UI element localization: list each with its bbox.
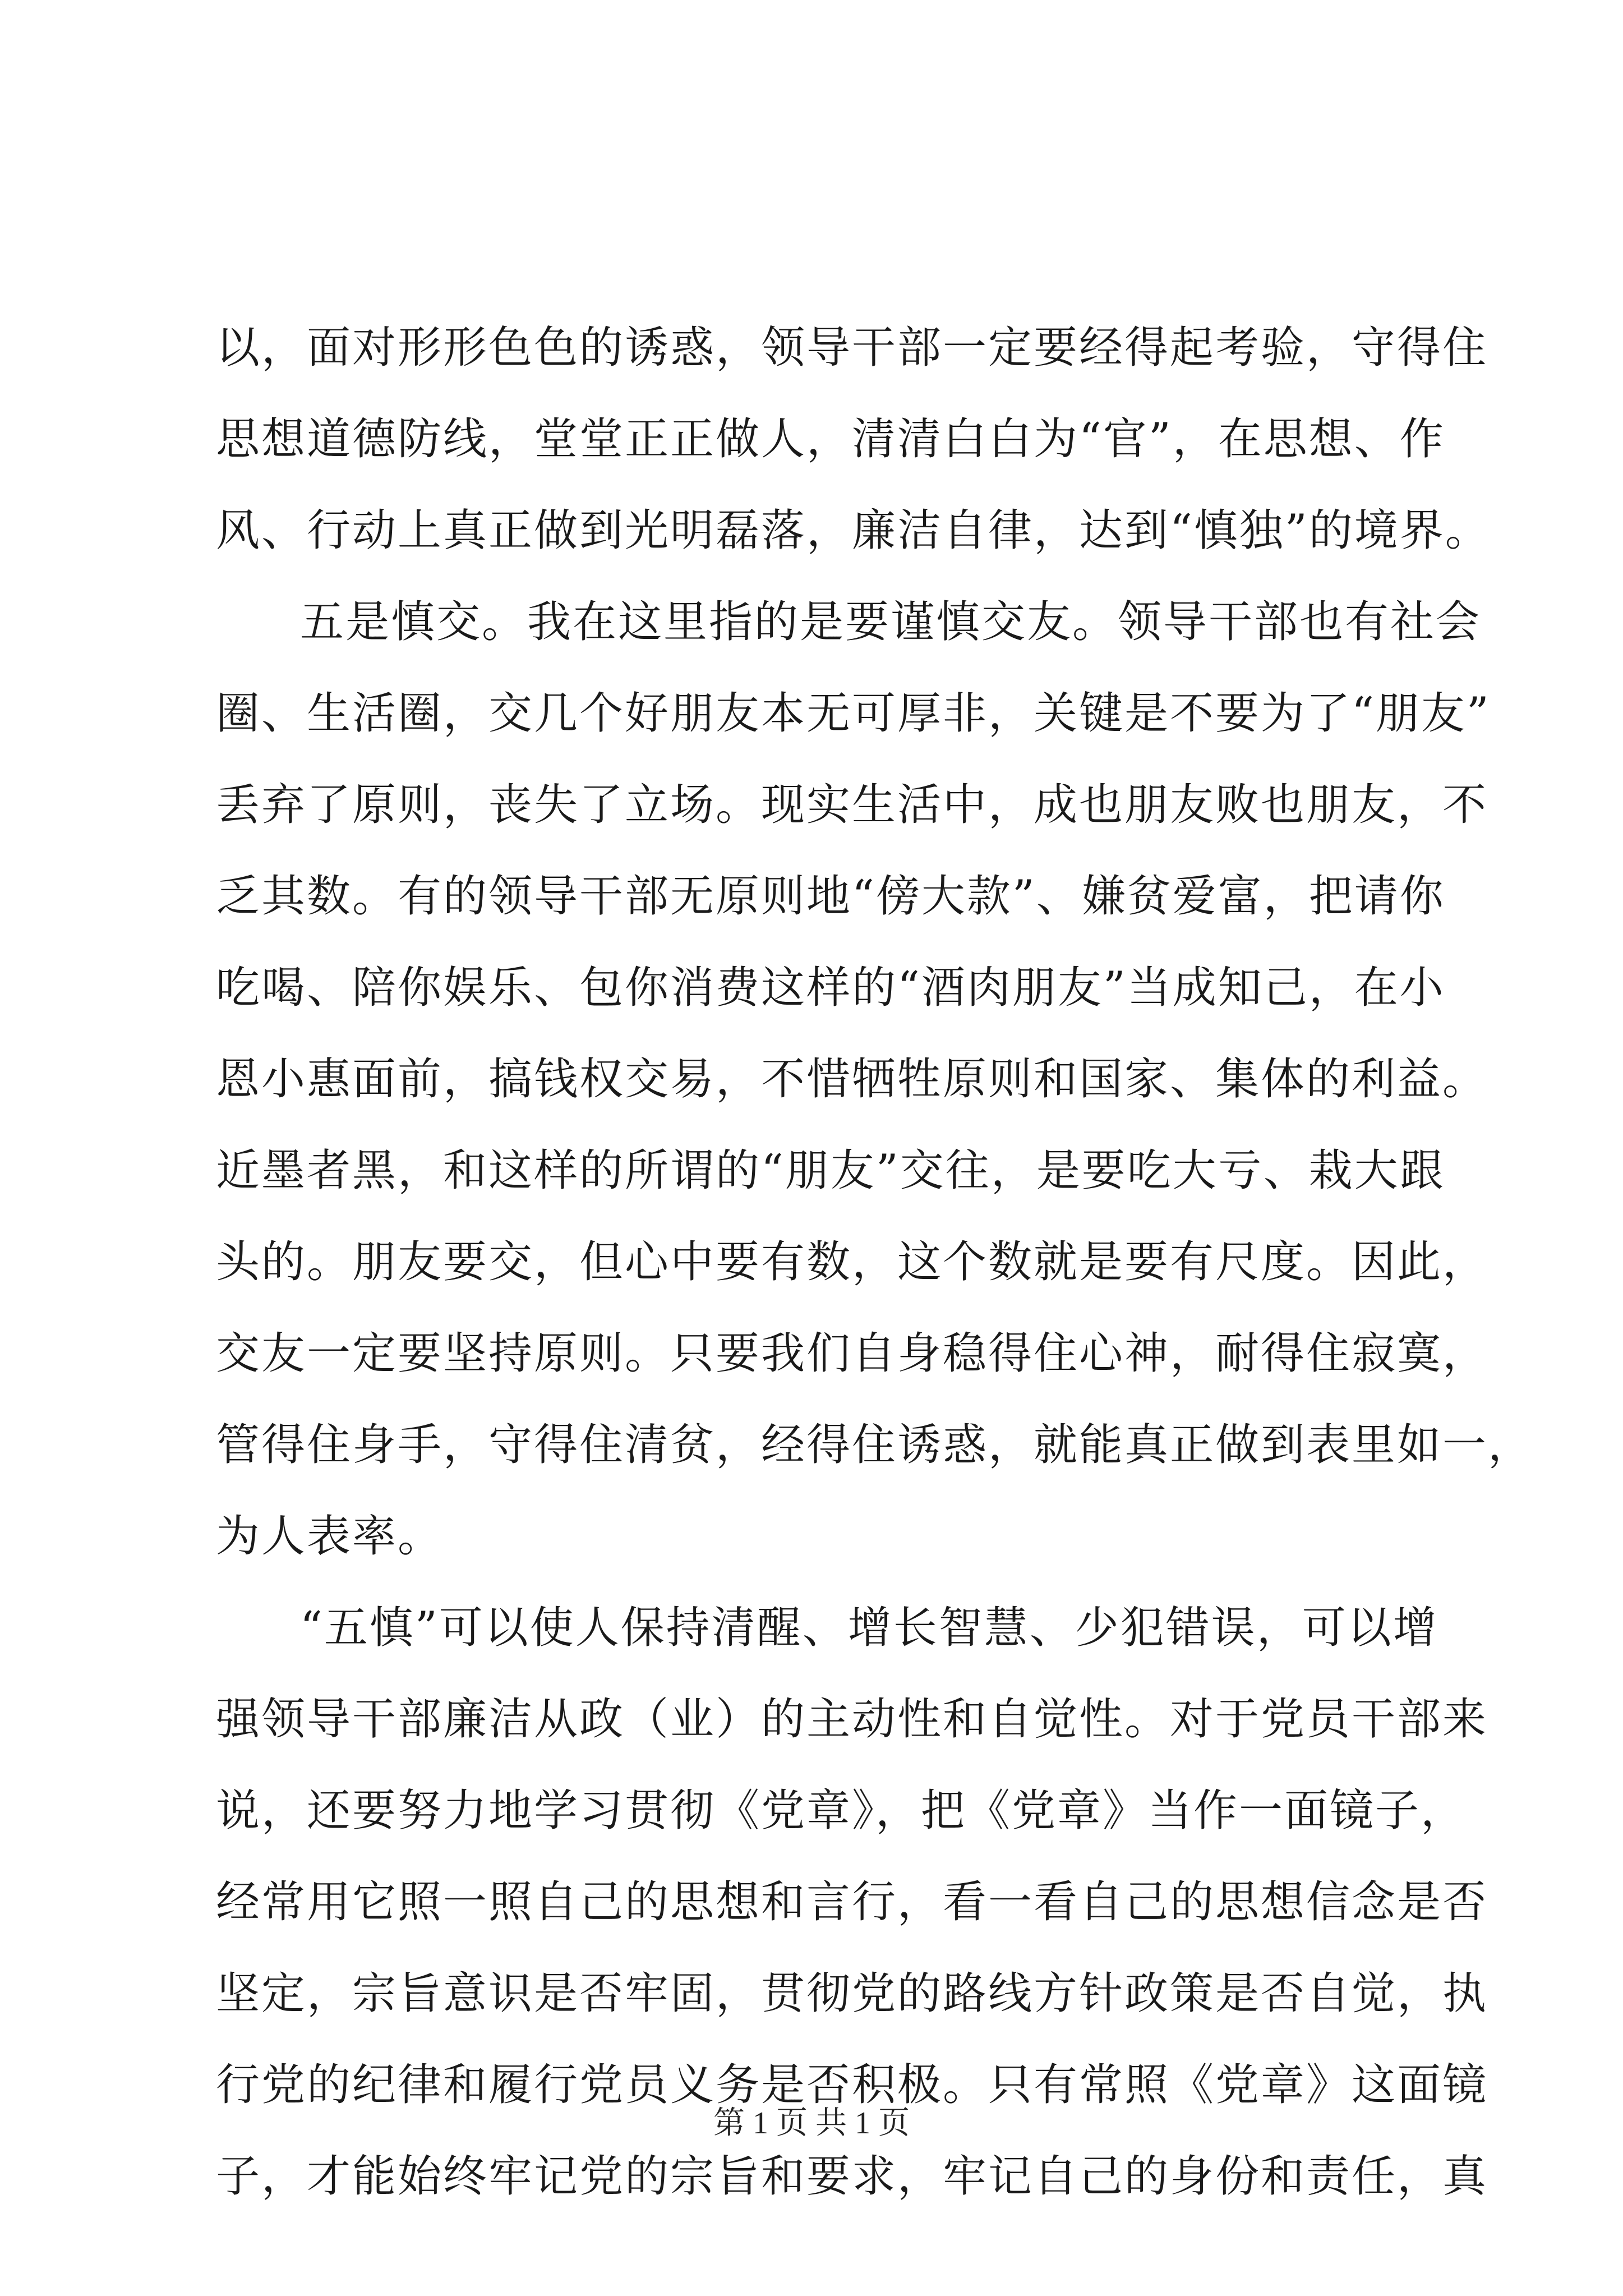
text-line: 头的。朋友要交，但心中要有数，这个数就是要有尺度。因此， — [216, 1237, 1488, 1287]
text-line: 圈、生活圈，交几个好朋友本无可厚非，关键是不要为了“朋友” — [216, 688, 1491, 739]
paragraph-start-line: 五是慎交。我在这里指的是要谨慎交友。领导干部也有社会 — [300, 597, 1482, 647]
text-line: 说，还要努力地学习贯彻《党章》，把《党章》当作一面镜子， — [216, 1786, 1467, 1836]
text-line: 以，面对形形色色的诱惑，领导干部一定要经得起考验，守得住 — [216, 323, 1488, 373]
text-line: 风、行动上真正做到光明磊落，廉洁自律，达到“慎独”的境界。 — [216, 505, 1491, 556]
text-line: 管得住身手，守得住清贫，经得住诱惑，就能真正做到表里如一， — [216, 1420, 1534, 1470]
text-line: 经常用它照一照自己的思想和言行，看一看自己的思想信念是否 — [216, 1877, 1488, 1927]
paragraph-start-line: “五慎”可以使人保持清醒、增长智慧、少犯错误，可以增 — [300, 1603, 1438, 1653]
text-line: 强领导干部廉洁从政（业）的主动性和自觉性。对于党员干部来 — [216, 1694, 1488, 1745]
text-line: 交友一定要坚持原则。只要我们自身稳得住心神，耐得住寂寞， — [216, 1328, 1488, 1379]
text-line: 为人表率。 — [216, 1511, 444, 1562]
text-line: 行党的纪律和履行党员义务是否积极。只有常照《党章》这面镜 — [216, 2060, 1488, 2110]
text-line: 恩小惠面前，搞钱权交易，不惜牺牲原则和国家、集体的利益。 — [216, 1054, 1488, 1105]
text-line: 吃喝、陪你娱乐、包你消费这样的“酒肉朋友”当成知己，在小 — [216, 963, 1445, 1013]
text-line: 思想道德防线，堂堂正正做人，清清白白为“官”，在思想、作 — [216, 414, 1445, 464]
text-line: 坚定，宗旨意识是否牢固，贯彻党的路线方针政策是否自觉，执 — [216, 1968, 1488, 2019]
text-line: 子，才能始终牢记党的宗旨和要求，牢记自己的身份和责任，真 — [216, 2151, 1488, 2202]
text-line: 乏其数。有的领导干部无原则地“傍大款”、嫌贫爱富，把请你 — [216, 871, 1445, 922]
text-line: 近墨者黑，和这样的所谓的“朋友”交往，是要吃大亏、栽大跟 — [216, 1145, 1445, 1196]
text-line: 丢弃了原则，丧失了立场。现实生活中，成也朋友败也朋友，不 — [216, 780, 1488, 830]
page-number-footer: 第 1 页 共 1 页 — [713, 2106, 910, 2141]
